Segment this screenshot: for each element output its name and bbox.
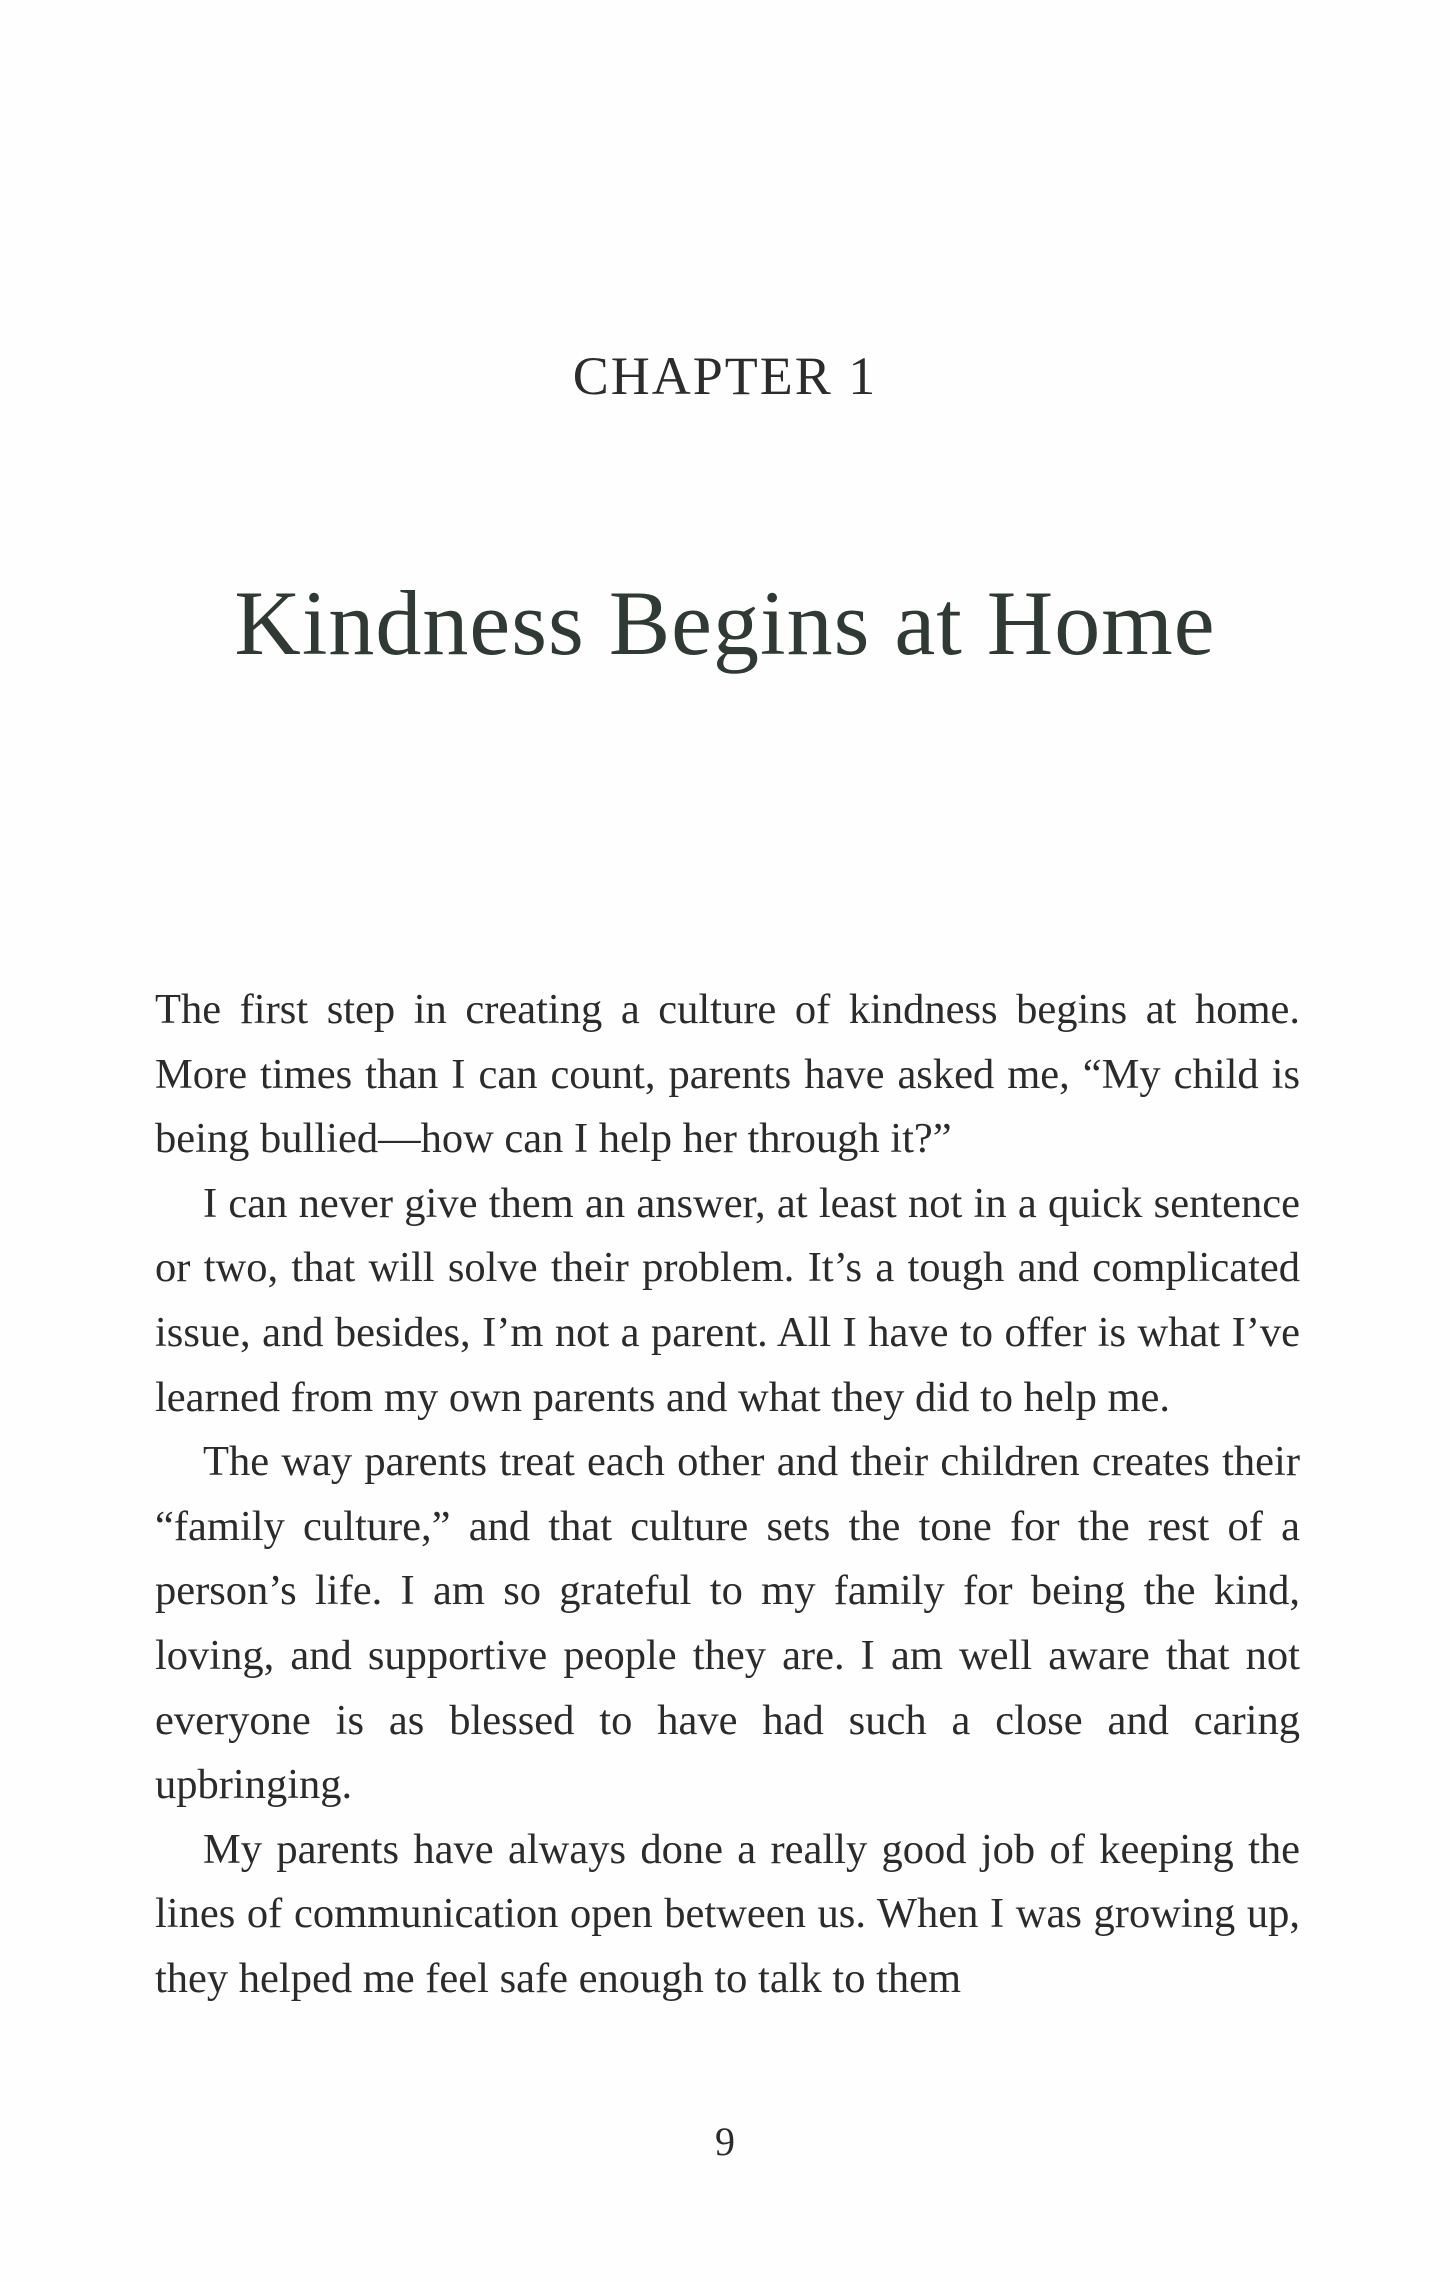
paragraph: The first step in creating a culture of kindness begins at home. More times than I can count, parents have asked me, “My child is being bullied—how can I help her through it?” xyxy=(155,986,1300,1163)
chapter-title: Kindness Begins at Home xyxy=(234,572,1216,674)
chapter-label: CHAPTER 1 xyxy=(572,346,878,406)
paragraph: I can never give them an answer, at least not in a quick sentence or two, that will solve their problem. It’s a tough and complicated issue, and besides, I’m not a parent. All I have to offer is what I’ve learned from my own parents and what they did to help me. xyxy=(155,1179,1300,1421)
chapter-body xyxy=(155,978,1300,2012)
paragraph: My parents have always done a really good job of keeping the lines of communication open between us. When I was growing up, they helped me feel safe enough to talk to them xyxy=(155,1825,1300,2002)
page-number: 9 xyxy=(715,2119,735,2164)
paragraph: The way parents treat each other and their children creates their “family culture,” and that culture sets the tone for the rest of a person’s life. I am so grateful to my family for being the kind, loving, and supportive people they are. I am well aware that not everyone is as blessed to have had such a close and caring upbringing. xyxy=(155,1438,1300,1809)
